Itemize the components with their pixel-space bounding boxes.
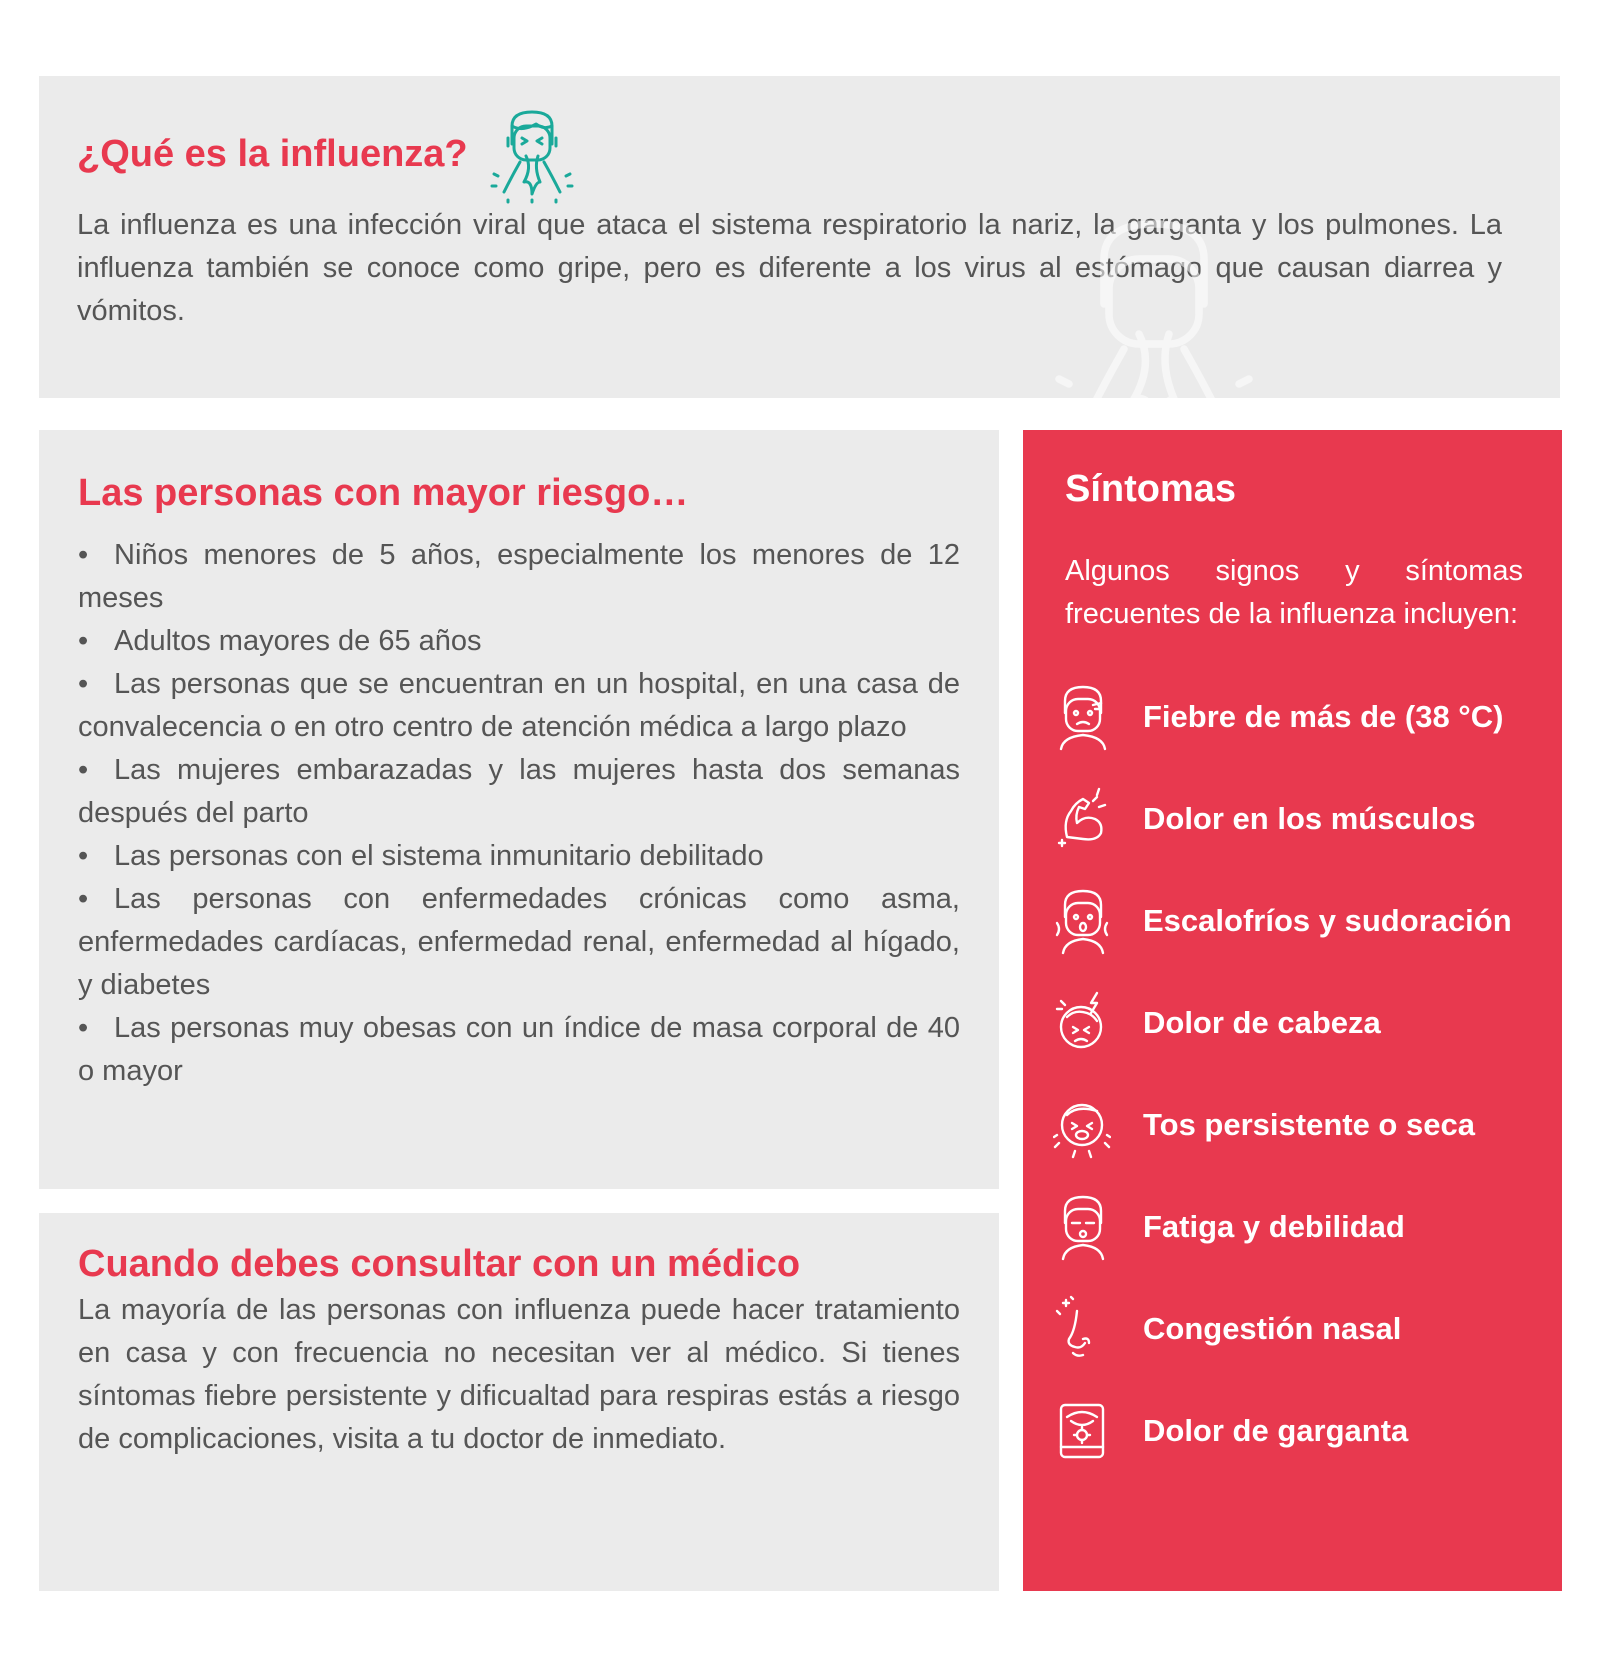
doctor-title: Cuando debes consultar con un médico: [78, 1243, 801, 1285]
sneezing-person-icon: [490, 104, 574, 204]
symptom-item: [1065, 972, 1523, 1074]
symptoms-list: [1065, 666, 1523, 1482]
risk-item: • Las personas muy obesas con un índice de masa corporal de 40 o mayor: [78, 1012, 960, 1087]
symptom-label: Fiebre de más de (38 °C): [1143, 699, 1504, 734]
risk-panel: [39, 430, 999, 1189]
symptom-item: [1065, 1074, 1523, 1176]
risk-item: • Las personas que se encuentran en un hospital, en una casa de convalecencia o en otro centro de atención médica a largo plazo: [78, 668, 960, 743]
chills-face-icon: [1053, 887, 1111, 955]
symptoms-intro: Algunos signos y síntomas frecuentes de la influenza incluyen:: [1065, 555, 1523, 630]
muscle-pain-icon: [1053, 785, 1111, 853]
tired-face-icon: [1053, 1193, 1111, 1261]
risk-item: • Las personas con el sistema inmunitario debilitado: [78, 840, 764, 872]
symptom-item: [1065, 1380, 1523, 1482]
risk-title: Las personas con mayor riesgo…: [78, 472, 689, 514]
symptom-item: [1065, 1176, 1523, 1278]
intro-body: La influenza es una infección viral que ataca el sistema respiratorio la nariz, la garganta y los pulmones. La influenza también se conoce como gripe, pero es diferente a los virus al estómago que causan diarrea y vómitos.: [77, 209, 1502, 327]
symptom-item: [1065, 1278, 1523, 1380]
doctor-panel: [39, 1213, 999, 1591]
risk-item: • Niños menores de 5 años, especialmente los menores de 12 meses: [78, 539, 960, 614]
symptom-item: [1065, 666, 1523, 768]
intro-panel: [39, 76, 1560, 398]
symptom-item: [1065, 870, 1523, 972]
symptom-label: Congestión nasal: [1143, 1311, 1402, 1346]
risk-item: • Las mujeres embarazadas y las mujeres hasta dos semanas después del parto: [78, 754, 960, 829]
risk-list: [78, 534, 960, 1093]
intro-header: [77, 104, 1502, 204]
headache-icon: [1053, 989, 1111, 1057]
symptom-label: Dolor en los músculos: [1143, 801, 1476, 836]
intro-title: ¿Qué es la influenza?: [77, 133, 468, 175]
nose-icon: [1053, 1295, 1111, 1363]
fever-face-icon: [1053, 683, 1111, 751]
risk-item: • Las personas con enfermedades crónicas como asma, enfermedades cardíacas, enfermedad renal, enfermedad al hígado, y diabetes: [78, 883, 960, 1001]
cough-face-icon: [1053, 1091, 1111, 1159]
symptom-item: [1065, 768, 1523, 870]
symptom-label: Escalofríos y sudoración: [1143, 903, 1512, 938]
symptom-label: Tos persistente o seca: [1143, 1107, 1475, 1142]
symptom-label: Fatiga y debilidad: [1143, 1209, 1405, 1244]
symptoms-panel: [1023, 430, 1562, 1591]
symptom-label: Dolor de cabeza: [1143, 1005, 1381, 1040]
doctor-body: La mayoría de las personas con influenza puede hacer tratamiento en casa y con frecuencia no necesitan ver al médico. Si tienes síntomas fiebre persistente y dificualtad para respiras estás a riesgo de complicaciones, visita a tu doctor de inmediato.: [78, 1294, 960, 1455]
symptom-label: Dolor de garganta: [1143, 1413, 1409, 1448]
risk-item: • Adultos mayores de 65 años: [78, 625, 482, 657]
symptoms-title: Síntomas: [1065, 468, 1237, 510]
sneezing-person-watermark-icon: [1049, 204, 1259, 454]
sore-throat-icon: [1053, 1397, 1111, 1465]
